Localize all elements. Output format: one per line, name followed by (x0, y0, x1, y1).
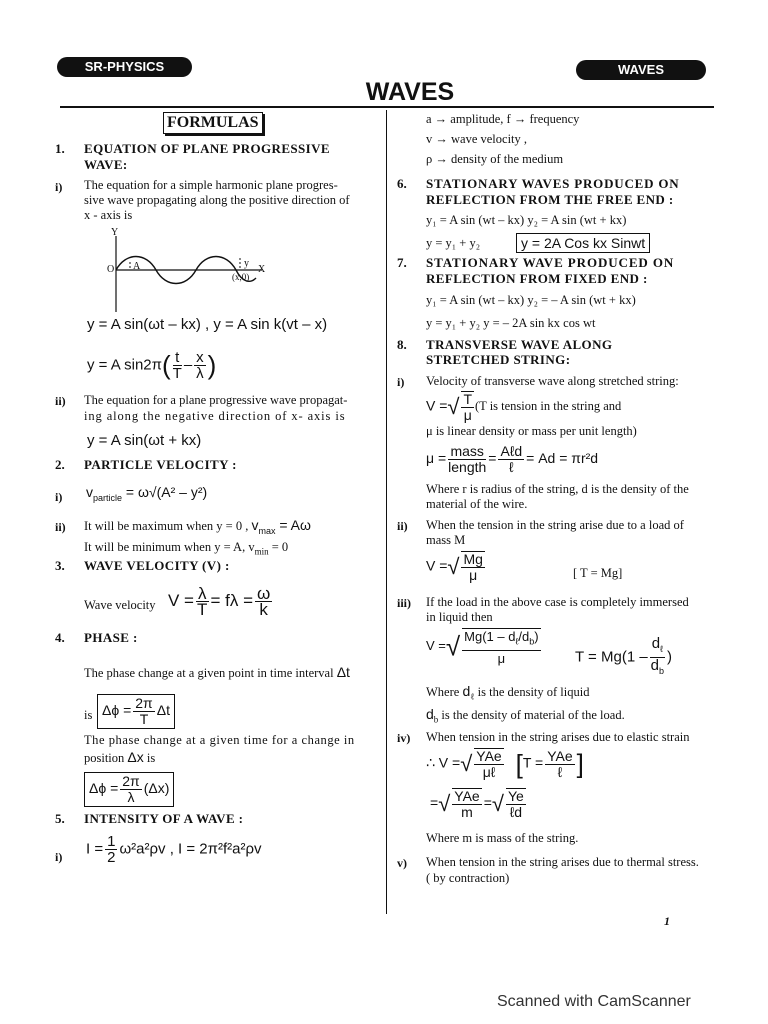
eq-t: T = (522, 754, 544, 771)
section-title: STRETCHED STRING: (426, 352, 571, 367)
body-text: (T is tension in the string and (475, 399, 622, 413)
page-number: 1 (664, 914, 670, 928)
eq-den: λ (196, 365, 204, 382)
formulas-heading: FORMULAS (163, 112, 263, 134)
eq-pre: Δϕ = (89, 780, 119, 797)
eq-post: = Ad = πr²d (526, 450, 599, 467)
body-text (84, 750, 155, 766)
section-number: 8. (397, 337, 407, 352)
body-text: x - axis is (84, 208, 133, 222)
eq-rhs: = Aω (275, 517, 311, 533)
stationary-free-end-box: y = 2A Cos kx Sinwt (516, 233, 650, 253)
pos-is: is (146, 751, 156, 765)
eq-sub: ℓ (660, 644, 663, 654)
section-title: REFLECTION FROM FIXED END : (426, 271, 648, 286)
page-title: WAVES (365, 78, 455, 106)
eq-v: v (86, 484, 93, 500)
legend-amplitude: a → amplitude, f → frequency (426, 112, 580, 126)
body-text: When tension in the string arises due to elastic strain (426, 730, 690, 744)
eq-prefix: y = A sin2π (87, 356, 162, 374)
eq-num: 2π (122, 773, 140, 789)
section-title: INTENSITY OF A WAVE : (84, 811, 244, 826)
eq-num: Mg (463, 551, 483, 567)
eq-post: Δt (156, 702, 170, 719)
section-title: STATIONARY WAVES PRODUCED ON (426, 176, 680, 191)
body-text: Velocity of transverse wave along stretched string: (426, 374, 679, 388)
section-title: WAVE: (84, 157, 128, 172)
body-text: μ is linear density or mass per unit length) (426, 424, 637, 438)
intensity-eq (86, 834, 262, 865)
eq-close: ) (666, 648, 672, 666)
tension-note: [ T = Mg] (573, 566, 623, 580)
section-title: WAVE VELOCITY (V) : (84, 558, 230, 573)
eq-num: YAe (454, 788, 480, 804)
eq-sub: particle (93, 492, 123, 503)
eq-num: T (463, 391, 473, 407)
body-text: Where r is radius of the string, d is the density of the (426, 482, 689, 496)
eq-v: V = (426, 638, 446, 654)
section-title: REFLECTION FROM THE FREE END : (426, 192, 674, 207)
eq-sub: min (254, 546, 269, 557)
item-label: i) (55, 180, 63, 194)
eq-par: (1 – (621, 648, 648, 666)
body-text (84, 540, 288, 560)
body-text: Where m is mass of the string. (426, 831, 579, 845)
section-title: EQUATION OF PLANE PROGRESSIVE (84, 141, 330, 156)
min-text: It will be minimum when y = A, v (84, 540, 255, 554)
eq-num: x (196, 349, 204, 366)
body-text (84, 518, 311, 539)
wave-equation: y = A sin(ωt – kx) , y = A sin k(vt – x) (87, 316, 328, 333)
body-text: The phase change at a given time for a change in (84, 733, 355, 747)
subject-badge: SR-PHYSICS (57, 57, 192, 77)
eq-den: 2 (107, 849, 116, 866)
section-title: STATIONARY WAVE PRODUCED ON (426, 255, 675, 270)
eq-num: Mg(1 – d (464, 629, 516, 644)
eq-num: mass (448, 444, 486, 460)
body-text: mass M (426, 533, 466, 547)
body-text: ing along the negative direction of x- axis is (84, 409, 346, 423)
eq-post: ω²a²ρv , I = 2π²f²a²ρv (119, 840, 262, 858)
phase-box-1 (97, 694, 175, 729)
eq-den: μℓ (482, 764, 496, 780)
section-number: 4. (55, 630, 65, 645)
equation-line: y = y₁ + y₂ (426, 236, 481, 250)
eq-sub: b (529, 636, 535, 647)
item-label: ii) (397, 519, 408, 533)
body-text: When tension in the string arises due to thermal stress. (426, 855, 699, 869)
eq-num: 1 (107, 833, 116, 850)
pos-text: position (84, 751, 125, 765)
body-text: in liquid then (426, 610, 493, 624)
where-rest: is the density of liquid (477, 685, 590, 699)
eq-sub: ℓ (515, 636, 519, 647)
eq-d: d (462, 683, 471, 699)
eq-num: d (651, 635, 661, 652)
eq-v: V = (426, 557, 448, 574)
section-number: 6. (397, 176, 407, 191)
item-label: i) (55, 490, 63, 504)
eq-num: YAe (476, 748, 502, 764)
eq-den: λ (127, 789, 135, 805)
particle-velocity-eq (86, 484, 207, 503)
item-label: iii) (397, 596, 411, 610)
phase-text: The phase change at a given point in time interval (84, 666, 334, 680)
eq-den: μ (469, 567, 478, 583)
eq-eq: = (488, 450, 497, 467)
eq-den: m (461, 804, 473, 820)
item-label: v) (397, 856, 407, 870)
legend-density: ρ → density of the medium (426, 152, 564, 166)
item-label: ii) (55, 520, 66, 534)
graph-x-axis-label: X (258, 264, 266, 275)
section-number: 5. (55, 811, 65, 826)
eq-v: V = (168, 590, 194, 610)
eq-sub: b (658, 666, 664, 676)
section-number: 7. (397, 255, 407, 270)
eq-den: length (448, 459, 487, 475)
section-number: 2. (55, 457, 65, 472)
eq-den: μ (497, 650, 506, 666)
eq-mid: = fλ = (210, 590, 254, 610)
wave-equation-2: y = A sin2π( $\frac{t}{T}$ – $\frac{x}{\lambda}$ ) (87, 349, 217, 382)
eq-num: t (173, 350, 182, 366)
hanging-load-eq: V =√ $\frac{Mg}{\mu}$ (426, 551, 483, 583)
equation-line: y₁ = A sin (wt – kx) y₂ = – A sin (wt + kx) (426, 293, 636, 307)
where: Where (426, 685, 460, 699)
wave-velocity-eq (168, 586, 274, 617)
eq-eq: = (483, 794, 492, 811)
eq-pre: Δϕ = (102, 702, 132, 719)
wave-graph (100, 226, 280, 314)
delta-t: Δt (336, 664, 350, 680)
eq-close: ) (534, 629, 539, 644)
body-text: If the load in the above case is completely immersed (426, 595, 689, 609)
eq-den: μ (463, 407, 472, 423)
eq-den: ℓ (557, 763, 563, 780)
section-title: TRANSVERSE WAVE ALONG (426, 337, 613, 352)
eq-pre: μ = (426, 450, 447, 467)
eq-pre: T = Mg (575, 648, 622, 666)
eq-sub: ℓ (470, 691, 475, 702)
eq-pre: I = (86, 840, 104, 858)
eq-num: ω (257, 584, 271, 603)
eq-num: YAe (547, 747, 573, 764)
graph-y-label: y (244, 258, 249, 269)
phase-box-2 (84, 772, 174, 807)
eq-den: T (172, 365, 182, 382)
eq-den: k (259, 600, 268, 619)
scanner-watermark: Scanned with CamScanner (497, 993, 691, 1010)
eq-rhs: = 0 (268, 540, 289, 554)
delta-x: Δx (127, 749, 144, 765)
body-text: When the tension in the string arise due to a load of (426, 518, 684, 532)
eq-den: /d (518, 629, 530, 644)
body-text: material of the wire. (426, 497, 528, 511)
string-velocity-eq: V =√ $\frac{T}{\mu}$ (426, 391, 473, 423)
item-label: i) (397, 375, 405, 389)
eq-d: d (426, 706, 434, 722)
body-text: The equation for a plane progressive wave propagat- (84, 393, 348, 407)
body-text (426, 707, 625, 728)
wave-equation-3: y = A sin(ωt + kx) (87, 432, 202, 449)
section-title: PARTICLE VELOCITY : (84, 457, 237, 472)
eq-den: T (197, 600, 208, 619)
eq-sub: b (433, 714, 439, 725)
eq-den: ℓ (509, 459, 514, 475)
equation-line: y₁ = A sin (wt – kx) y₂ = A sin (wt + kx) (426, 213, 627, 227)
immersed-velocity-eq: V =√ $\frac{Mg(1 - d_\ell/d_b)}{\mu}$ (426, 629, 539, 666)
legend-velocity: v → wave velocity , (426, 132, 528, 146)
eq-num: Ye (507, 788, 524, 804)
eq-eq: = (430, 794, 439, 811)
eq-num: λ (198, 584, 207, 603)
max-text: It will be maximum when y = 0 , (84, 519, 249, 533)
chapter-badge: WAVES (576, 60, 706, 80)
eq-post: (Δx) (143, 780, 170, 797)
eq-num: Aℓd (500, 443, 523, 459)
header-rule (60, 106, 714, 108)
eq-den: d (650, 657, 659, 674)
section-title: PHASE : (84, 630, 138, 645)
eq-v: v (251, 517, 259, 533)
item-label: iv) (397, 731, 411, 745)
body-text: is (84, 708, 93, 722)
body-text: The equation for a simple harmonic plane progres- (84, 178, 338, 192)
body-text: sive wave propagating along the positive direction of (84, 193, 350, 207)
eq-num: 2π (135, 695, 153, 711)
eq-sub: max (258, 525, 276, 536)
elastic-velocity-eq-2: =√ $\frac{\text{YAe}}{m}$ =√ $\frac{Ye}{\text{ℓd}}$ (430, 788, 524, 820)
graph-origin-label: O (107, 264, 115, 275)
eq-den: ℓd (509, 804, 523, 820)
graph-point-label: (x,0) (232, 272, 250, 282)
section-number: 3. (55, 558, 65, 573)
body-text: Wave velocity (84, 598, 156, 612)
body-text (84, 665, 350, 681)
item-label: ii) (55, 394, 66, 408)
eq-v: ∴ V = (426, 754, 461, 771)
graph-y-axis-label: Y (111, 227, 119, 238)
body-text: ( by contraction) (426, 871, 510, 885)
eq-v: V = (426, 397, 448, 414)
eq-rhs: = ω√(A² – y²) (122, 484, 208, 500)
where-rest: is the density of material of the load. (441, 708, 625, 722)
linear-density-eq (426, 444, 598, 475)
item-label: i) (55, 850, 63, 864)
body-text (426, 684, 589, 705)
immersed-tension-eq (575, 636, 672, 679)
equation-line: y = y₁ + y₂ y = – 2A sin kx cos wt (426, 316, 596, 330)
section-number: 1. (55, 141, 65, 156)
column-divider (386, 110, 387, 914)
graph-amplitude-label: A (133, 261, 141, 272)
elastic-velocity-eq: ∴ V =√ $\frac{\text{YAe}}{\text{μℓ}}$ [T = $\frac{\text{YAe}}{\text{ℓ}}$ ] (426, 747, 584, 780)
eq-den: T (139, 711, 149, 727)
